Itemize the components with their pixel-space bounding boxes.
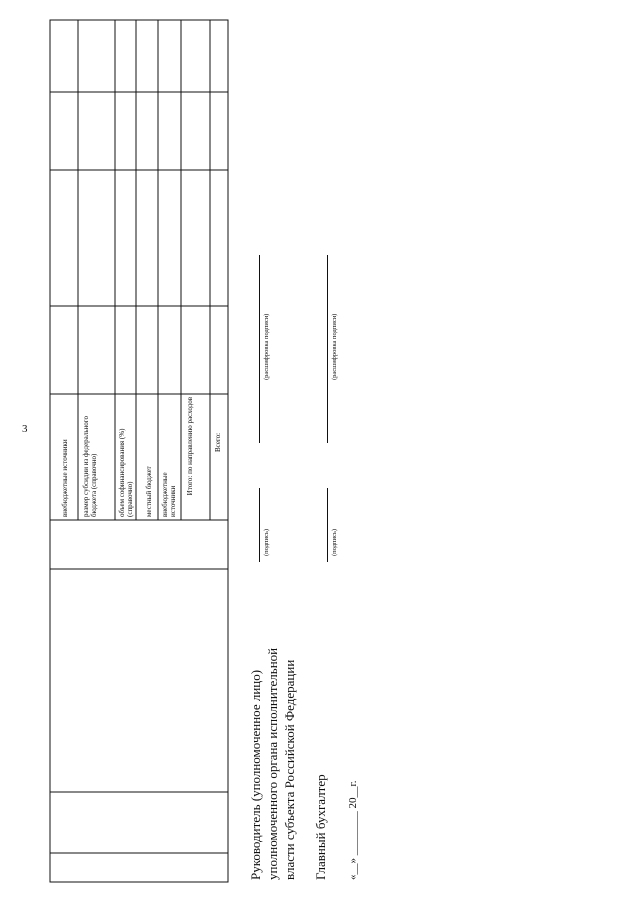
row-label: внебюджетные источники bbox=[61, 439, 69, 517]
head-decode-line bbox=[259, 255, 260, 443]
accountant-signature-line bbox=[327, 488, 328, 562]
row-label: местный бюджет bbox=[145, 466, 153, 517]
row-label: Всего: bbox=[214, 432, 222, 452]
row-label: размер субсидии из федерального бюджета (справочно) bbox=[82, 416, 98, 517]
signature-caption: (подпись) bbox=[263, 529, 270, 556]
row-label: объем софинансирования (%) (справочно) bbox=[118, 428, 134, 517]
head-label-1: Руководитель (уполномоченное лицо) bbox=[248, 669, 263, 880]
decode-caption: (расшифровка подписи) bbox=[263, 313, 270, 380]
head-label-3: власти субъекта Российской Федерации bbox=[282, 659, 297, 880]
accountant-decode-line bbox=[327, 255, 328, 443]
accountant-label: Главный бухгалтер bbox=[313, 774, 328, 880]
head-signature-line bbox=[259, 488, 260, 562]
row-label: Итого: по направлению расходов bbox=[186, 397, 194, 496]
page-number: 3 bbox=[22, 423, 28, 435]
decode-caption: (расшифровка подписи) bbox=[331, 313, 338, 380]
head-label-2: уполномоченного органа исполнительной bbox=[265, 647, 280, 880]
date-line: «__» ________ 20__г. bbox=[347, 780, 359, 880]
signature-caption: (подпись) bbox=[331, 529, 338, 556]
row-label: внебюджетные источники bbox=[161, 472, 177, 517]
